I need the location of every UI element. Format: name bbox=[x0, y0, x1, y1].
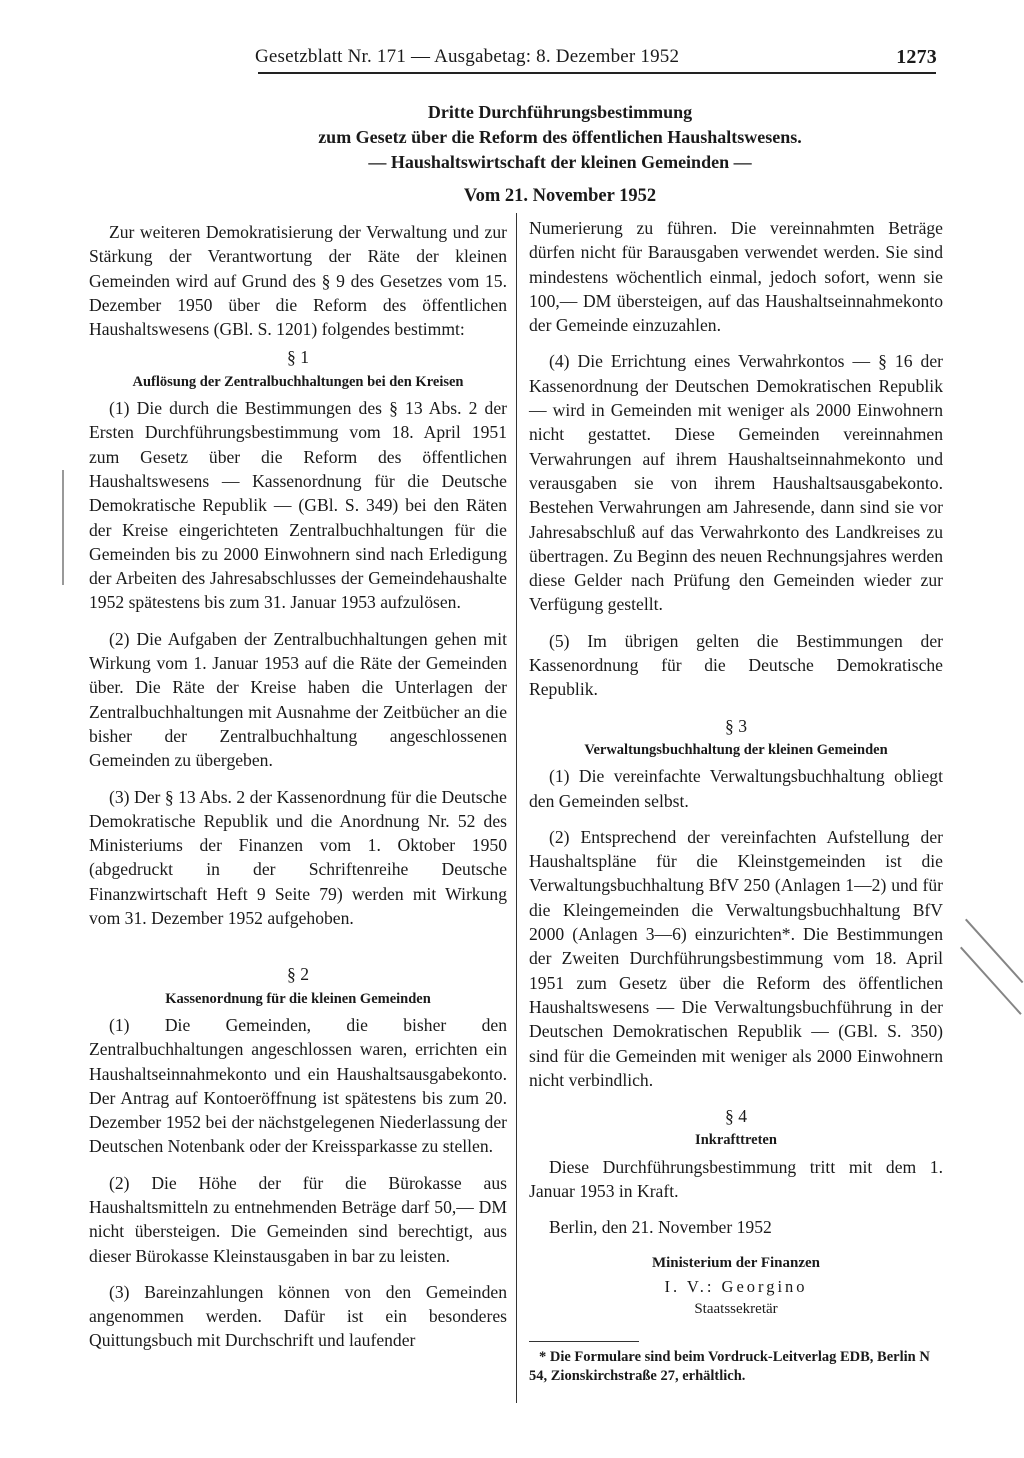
section-1-para-3: (3) Der § 13 Abs. 2 der Kassenordnung für die Deutsche Demokratische Republik und die Anordnung Nr. 52 des Ministeriums der Finanzen vom 1. Oktober 1950 (abgedruckt in der Schriftenreihe Deutsche Finanzwirtschaft Heft 9 Seite 79) werden mit Wirkung vom 31. Dezember 1952 aufgehoben. bbox=[89, 786, 507, 929]
signatory-name: I. V.: Georgino bbox=[664, 1276, 808, 1296]
header-rule bbox=[258, 72, 936, 74]
ministry-name: Ministerium der Finanzen bbox=[651, 1254, 821, 1271]
section-1-para-2: (2) Die Aufgaben der Zentralbuchhaltungen gehen mit Wirkung vom 1. Januar 1953 auf die Räte der Gemeinden über. Die Räte der Kreise haben die Unterlagen der Zentralbuchhaltungen mit Ausnahme der Zeitbücher an die bisher der Zentralbuchhaltung angeschlossenen Gemeinden zu übergeben. bbox=[89, 628, 507, 771]
column-divider bbox=[516, 213, 517, 1403]
section-4-para-1: Diese Durchführungsbestimmung tritt mit dem 1. Januar 1953 in Kraft. bbox=[529, 1156, 943, 1201]
section-2-para-5: (5) Im übrigen gelten die Bestimmungen der Kassenordnung für die Deutsche Demokratische Republik. bbox=[529, 630, 943, 700]
section-2-number: § 2 bbox=[287, 964, 309, 985]
footnote-rule bbox=[529, 1341, 639, 1342]
section-1-number: § 1 bbox=[287, 347, 309, 368]
section-3-title: Verwaltungsbuchhaltung der kleinen Gemeinden bbox=[584, 741, 888, 758]
section-1-title: Auflösung der Zentralbuchhaltungen bei den Kreisen bbox=[132, 373, 464, 390]
left-column bbox=[89, 220, 507, 1353]
section-2-para-1: (1) Die Gemeinden, die bisher den Zentralbuchhaltungen angeschlossen waren, errichten ein Haushaltseinnahmekonto und ein Haushaltsausgabekonto. Der Antrag auf Kontoeröffnung ist spätestens bis zum 20. Dezember 1952 bei der nächstgelegenen Niederlassung der Deutschen Notenbank oder der Kreissparkasse zu stellen. bbox=[89, 1014, 507, 1157]
running-header bbox=[255, 46, 955, 68]
margin-mark-right-1 bbox=[960, 947, 1021, 1015]
preamble: Zur weiteren Demokratisierung der Verwaltung und zur Stärkung der Verantwortung der Räte der kleinen Gemeinden wird auf Grund des § 9 des Gesetzes vom 15. Dezember 1950 über die Reform des öffentlichen Haushaltswesens (GBl. S. 1201) folgendes bestimmt: bbox=[89, 222, 507, 340]
section-2-para-3-continued: Numerierung zu führen. Die vereinnahmten Beträge dürfen nicht für Barausgaben verwendet werden. Sie sind mindestens wöchentlich einmal, jedoch sofort, wenn sie 100,— DM übersteigen, auf das Haushaltseinnahmekonto der Gemeinde einzuzahlen. bbox=[529, 218, 943, 336]
section-2-para-3: (3) Bareinzahlungen können von den Gemeinden angenommen werden. Dafür ist ein besonderes Quittungsbuch mit Durchschrift und laufender bbox=[89, 1281, 507, 1351]
document-title bbox=[160, 100, 960, 175]
spacer bbox=[89, 942, 507, 958]
title-line-3: — Haushaltswirtschaft der kleinen Gemeinden — bbox=[368, 152, 752, 172]
title-line-1: Dritte Durchführungsbestimmung bbox=[427, 102, 693, 122]
section-2-para-2: (2) Die Höhe der für die Bürokasse aus Haushaltsmitteln zu entnehmenden Beträge darf 50,— DM nicht übersteigen. Die Gemeinden sind berechtigt, aus dieser Bürokasse Kleinstausgaben in bar zu leisten. bbox=[89, 1172, 507, 1266]
section-2-para-4: (4) Die Errichtung eines Verwahrkontos — § 16 der Kassenordnung der Deutschen Demokratischen Republik — wird in Gemeinden mit weniger als 2000 Einwohnern nicht gestattet. Diese Gemeinden vereinnahmen Verwahrungen auf ihrem Haushaltseinnahmekonto und verausgaben sie von ihrem Haushaltsausgabekonto. Bestehen Verwahrungen am Jahresende, dann sind sie vor Jahresabschluß auf das Verwahrkonto des Landkreises zu übertragen. Zu Beginn des neuen Rechnungsjahres werden diese Gelder nach Prüfung den Gemeinden wieder zur Verfügung gestellt. bbox=[529, 351, 943, 615]
document-date: Vom 21. November 1952 bbox=[463, 186, 657, 206]
title-line-2: zum Gesetz über die Reform des öffentlichen Haushaltswesens. bbox=[318, 127, 802, 147]
running-title: Gesetzblatt Nr. 171 — Ausgabetag: 8. Dezember 1952 bbox=[255, 46, 680, 67]
margin-mark-left bbox=[62, 470, 64, 585]
right-column bbox=[529, 216, 943, 1386]
section-3-para-1: (1) Die vereinfachte Verwaltungsbuchhaltung obliegt den Gemeinden selbst. bbox=[529, 766, 943, 811]
page-number: 1273 bbox=[896, 46, 937, 68]
section-4-number: § 4 bbox=[725, 1106, 747, 1127]
section-3-para-2: (2) Entsprechend der vereinfachten Aufstellung der Haushaltspläne für die Kleinstgemeinden ist die Verwaltungsbuchhaltung BfV 250 (Anlagen 1—2) und für die Kleingemeinden die Verwaltungsbuchhaltung BfV 2000 (Anlagen 3—6) einzurichten*. Die Bestimmungen der Zweiten Durchführungsbestimmung vom 18. April 1951 zum Gesetz über die Reform des öffentlichen Haushaltswesens — Die Verwaltungsbuchführung in der Deutschen Demokratischen Republik — (GBl. S. 350) sind für die Gemeinden mit weniger als 2000 Einwohnern nicht verbindlich. bbox=[529, 826, 943, 1090]
section-3-number: § 3 bbox=[725, 715, 747, 736]
signatory-role: Staatssekretär bbox=[694, 1300, 778, 1317]
signature-block bbox=[529, 1252, 943, 1321]
footnote: * Die Formulare sind beim Vordruck-Leitverlag EDB, Berlin N 54, Zionskirchstraße 27, erhältlich. bbox=[529, 1348, 930, 1384]
margin-mark-right-2 bbox=[965, 919, 1023, 983]
place-and-date: Berlin, den 21. November 1952 bbox=[549, 1217, 772, 1238]
section-1-para-1: (1) Die durch die Bestimmungen des § 13 Abs. 2 der Ersten Durchführungsbestimmung vom 18. April 1951 zum Gesetz über die Reform des öffentlichen Haushaltswesens — Kassenordnung für die Deutsche Demokratische Republik — (GBl. S. 349) bei den Räten der Kreise eingerichteten Zentralbuchhaltungen für die Gemeinden bis zu 2000 Einwohnern sind nach Erledigung der Arbeiten des Jahresabschlusses der Gemeindehaushalte 1952 spätestens bis zum 31. Januar 1953 aufzulösen. bbox=[89, 398, 507, 613]
section-4-title: Inkrafttreten bbox=[695, 1132, 777, 1149]
section-2-title: Kassenordnung für die kleinen Gemeinden bbox=[165, 990, 431, 1007]
